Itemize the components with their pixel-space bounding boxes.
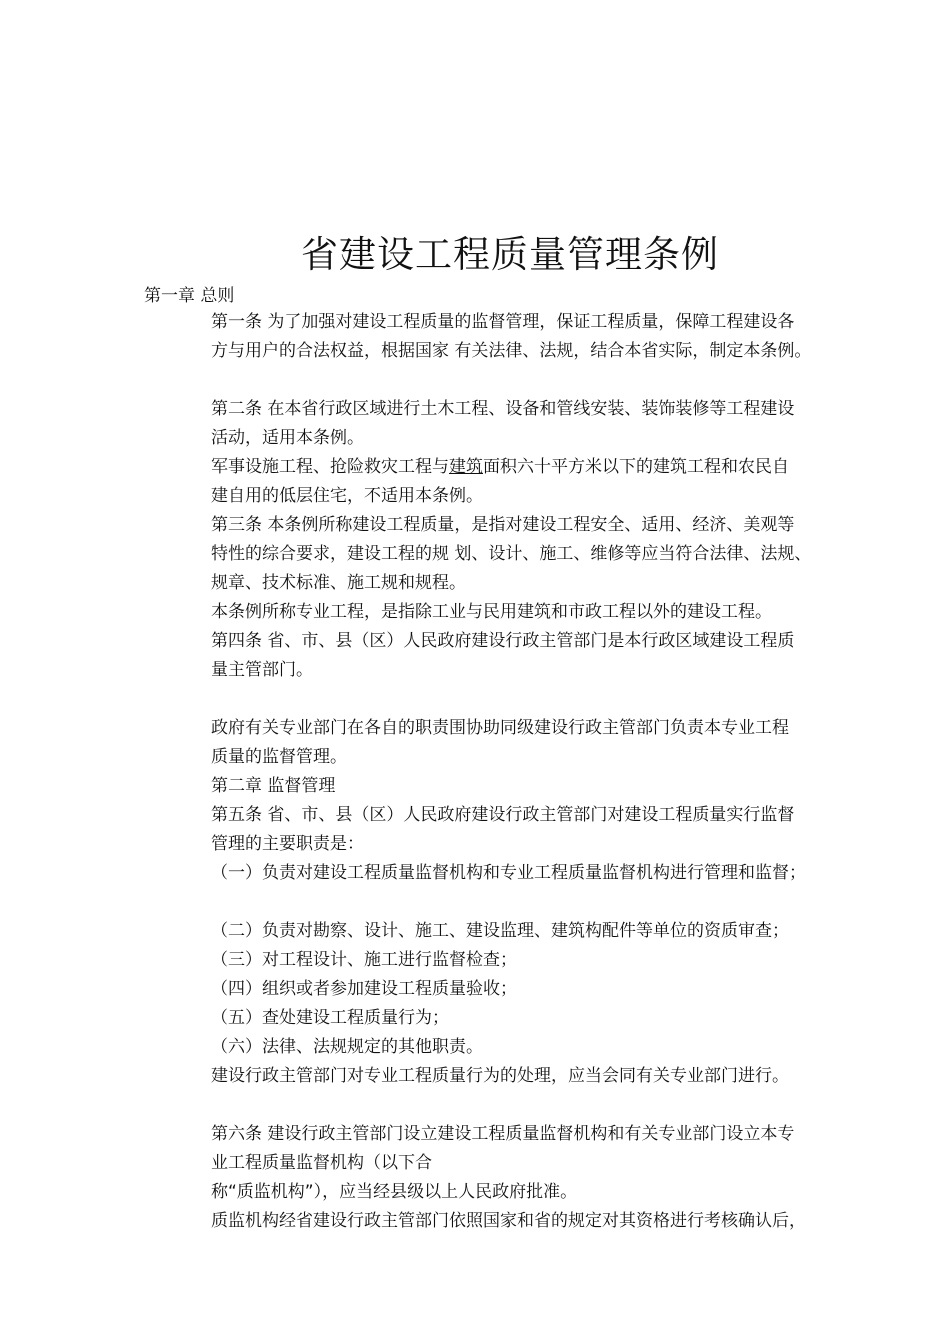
list-item: （四）组织或者参加建设工程质量验收； <box>211 979 517 999</box>
text-line: 第五条 省、市、县（区）人民政府建设行政主管部门对建设工程质量实行监督 <box>211 805 795 825</box>
text-line: 政府有关专业部门在各自的职责围协助同级建设行政主管部门负责本专业工程 <box>211 718 789 738</box>
text-line: 第二条 在本省行政区域进行土木工程、设备和管线安装、装饰装修等工程建设 <box>211 399 795 419</box>
text-line: 建自用的低层住宅，不适用本条例。 <box>211 486 483 506</box>
text-line: 第一条 为了加强对建设工程质量的监督管理，保证工程质量，保障工程建设各 <box>211 312 795 332</box>
text-line: 管理的主要职责是： <box>211 834 364 854</box>
paragraph-gap <box>211 366 891 395</box>
list-item: （一）负责对建设工程质量监督机构和专业工程质量监督机构进行管理和监督； <box>211 863 806 883</box>
list-item: （三）对工程设计、施工进行监督检查； <box>211 950 517 970</box>
text-line: 建设行政主管部门对专业工程质量行为的处理，应当会同有关专业部门进行。 <box>211 1066 789 1086</box>
document-title: 省建设工程质量管理条例 <box>301 233 719 276</box>
list-item: （五）查处建设工程质量行为； <box>211 1008 449 1028</box>
chapter-heading: 第一章 总则 <box>144 286 235 306</box>
text-line: 第三条 本条例所称建设工程质量，是指对建设工程安全、适用、经济、美观等 <box>211 515 795 535</box>
text-line <box>211 453 891 482</box>
paragraph-gap <box>211 1091 891 1120</box>
text-line: 特性的综合要求，建设工程的规 划、设计、施工、维修等应当符合法律、法规、 <box>211 544 812 564</box>
list-item: （六）法律、法规规定的其他职责。 <box>211 1037 483 1057</box>
document-body <box>211 308 891 1236</box>
underlined-text: 建筑 <box>449 457 483 477</box>
text-segment: 面积六十平方米以下的建筑工程和农民自 <box>483 457 789 477</box>
text-line: 第六条 建设行政主管部门设立建设工程质量监督机构和有关专业部门设立本专 <box>211 1124 795 1144</box>
text-line: 质监机构经省建设行政主管部门依照国家和省的规定对其资格进行考核确认后， <box>211 1211 806 1231</box>
text-line: 方与用户的合法权益，根据国家 有关法律、法规，结合本省实际，制定本条例。 <box>211 341 812 361</box>
text-line: 规章、技术标准、施工规和规程。 <box>211 573 466 593</box>
text-line: 业工程质量监督机构（以下合 <box>211 1153 432 1173</box>
text-line: 量主管部门。 <box>211 660 313 680</box>
paragraph-gap <box>211 888 891 917</box>
text-line: 质量的监督管理。 <box>211 747 347 767</box>
list-item: （二）负责对勘察、设计、施工、建设监理、建筑构配件等单位的资质审查； <box>211 921 789 941</box>
text-line: 本条例所称专业工程，是指除工业与民用建筑和市政工程以外的建设工程。 <box>211 602 772 622</box>
text-line: 称“质监机构”），应当经县级以上人民政府批准。 <box>211 1182 578 1202</box>
chapter-heading: 第二章 监督管理 <box>211 776 336 796</box>
text-segment: 军事设施工程、抢险救灾工程与 <box>211 457 449 477</box>
text-line: 第四条 省、市、县（区）人民政府建设行政主管部门是本行政区域建设工程质 <box>211 631 795 651</box>
paragraph-gap <box>211 685 891 714</box>
text-line: 活动，适用本条例。 <box>211 428 364 448</box>
